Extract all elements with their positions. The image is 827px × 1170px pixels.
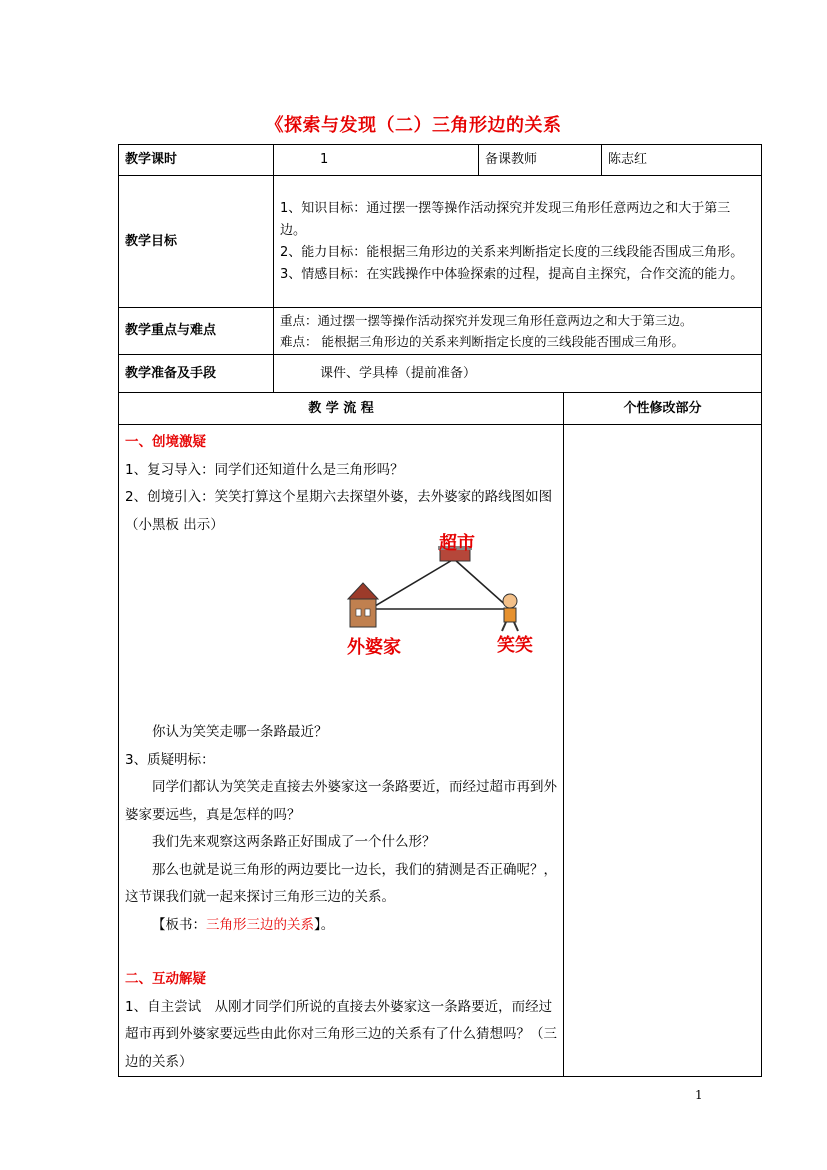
- section-title: 二、互动解疑: [125, 971, 206, 987]
- route-map: [125, 533, 559, 719]
- goals-label: 教学目标: [119, 176, 274, 308]
- child-icon: [502, 594, 518, 631]
- period-value: 1: [274, 145, 479, 176]
- difficult-point: 难点： 能根据三角形边的关系来判断指定长度的三线段能否围成三角形。: [280, 334, 684, 349]
- key-label: 教学重点与难点: [119, 308, 274, 355]
- teacher-label: 备课教师: [479, 145, 602, 176]
- board-prefix: 【板书：: [152, 916, 206, 933]
- blank-line: [125, 939, 559, 966]
- key-point: 重点：通过摆一摆等操作活动探究并发现三角形任意两边之和大于第三边。: [280, 313, 693, 328]
- modify-header: 个性修改部分: [564, 393, 762, 425]
- modify-content: [564, 425, 762, 1077]
- map-label-supermarket: 超市: [439, 533, 475, 554]
- paragraph: 那么也就是说三角形的两边要比一边长，我们的猜测是否正确呢？，这节课我们就一起来探讨三角形三边的关系。: [125, 861, 557, 905]
- flow-content: [119, 425, 564, 1077]
- document-title: 《探索与发现（二）三角形边的关系: [265, 115, 562, 136]
- teacher-value: 陈志红: [602, 145, 762, 176]
- prep-value: 课件、学具棒（提前准备）: [274, 355, 762, 393]
- paragraph: 2、创境引入：笑笑打算这个星期六去探望外婆，去外婆家的路线图如图（小黑板 出示）: [125, 489, 553, 533]
- paragraph: 同学们都认为笑笑走直接去外婆家这一条路要近，而经过超市再到外婆家要远些，真是怎样的吗？: [125, 779, 557, 823]
- paragraph: 我们先来观察这两条路正好围成了一个什么形？: [152, 834, 436, 850]
- goal-item: 2、能力目标：能根据三角形边的关系来判断指定长度的三线段能否围成三角形。: [280, 244, 744, 260]
- goal-item: 1、知识目标：通过摆一摆等操作活动探究并发现三角形任意两边之和大于第三 边。: [280, 200, 731, 238]
- board-text: 三角形三边的关系: [206, 916, 314, 933]
- house-icon: [348, 583, 378, 627]
- key-cell: [274, 308, 762, 355]
- section-title: 一、创境激疑: [125, 434, 206, 450]
- board-note: [125, 912, 559, 940]
- goals-cell: [274, 176, 762, 308]
- map-label-grandma-house: 外婆家: [347, 637, 401, 658]
- page-number: 1: [695, 1088, 703, 1102]
- map-label-xiaoxiao: 笑笑: [497, 635, 533, 656]
- paragraph: 1、复习导入：同学们还知道什么是三角形吗？: [125, 461, 404, 478]
- goal-item: 3、情感目标：在实践操作中体验探索的过程，提高自主探究，合作交流的能力。: [280, 266, 744, 282]
- paragraph: 你认为笑笑走哪一条路最近？: [152, 724, 328, 740]
- paragraph: 3、质疑明标：: [125, 751, 215, 768]
- lesson-plan-table: [118, 144, 762, 1077]
- period-label: 教学课时: [119, 145, 274, 176]
- prep-label: 教学准备及手段: [119, 355, 274, 393]
- paragraph: 1、自主尝试 从刚才同学们所说的直接去外婆家这一条路要近，而经过超市再到外婆家要远些由此你对三角形三边的关系有了什么猜想吗？（三边的关系）: [125, 998, 557, 1070]
- board-suffix: 】。: [314, 916, 335, 933]
- flow-header: 教 学 流 程: [119, 393, 564, 425]
